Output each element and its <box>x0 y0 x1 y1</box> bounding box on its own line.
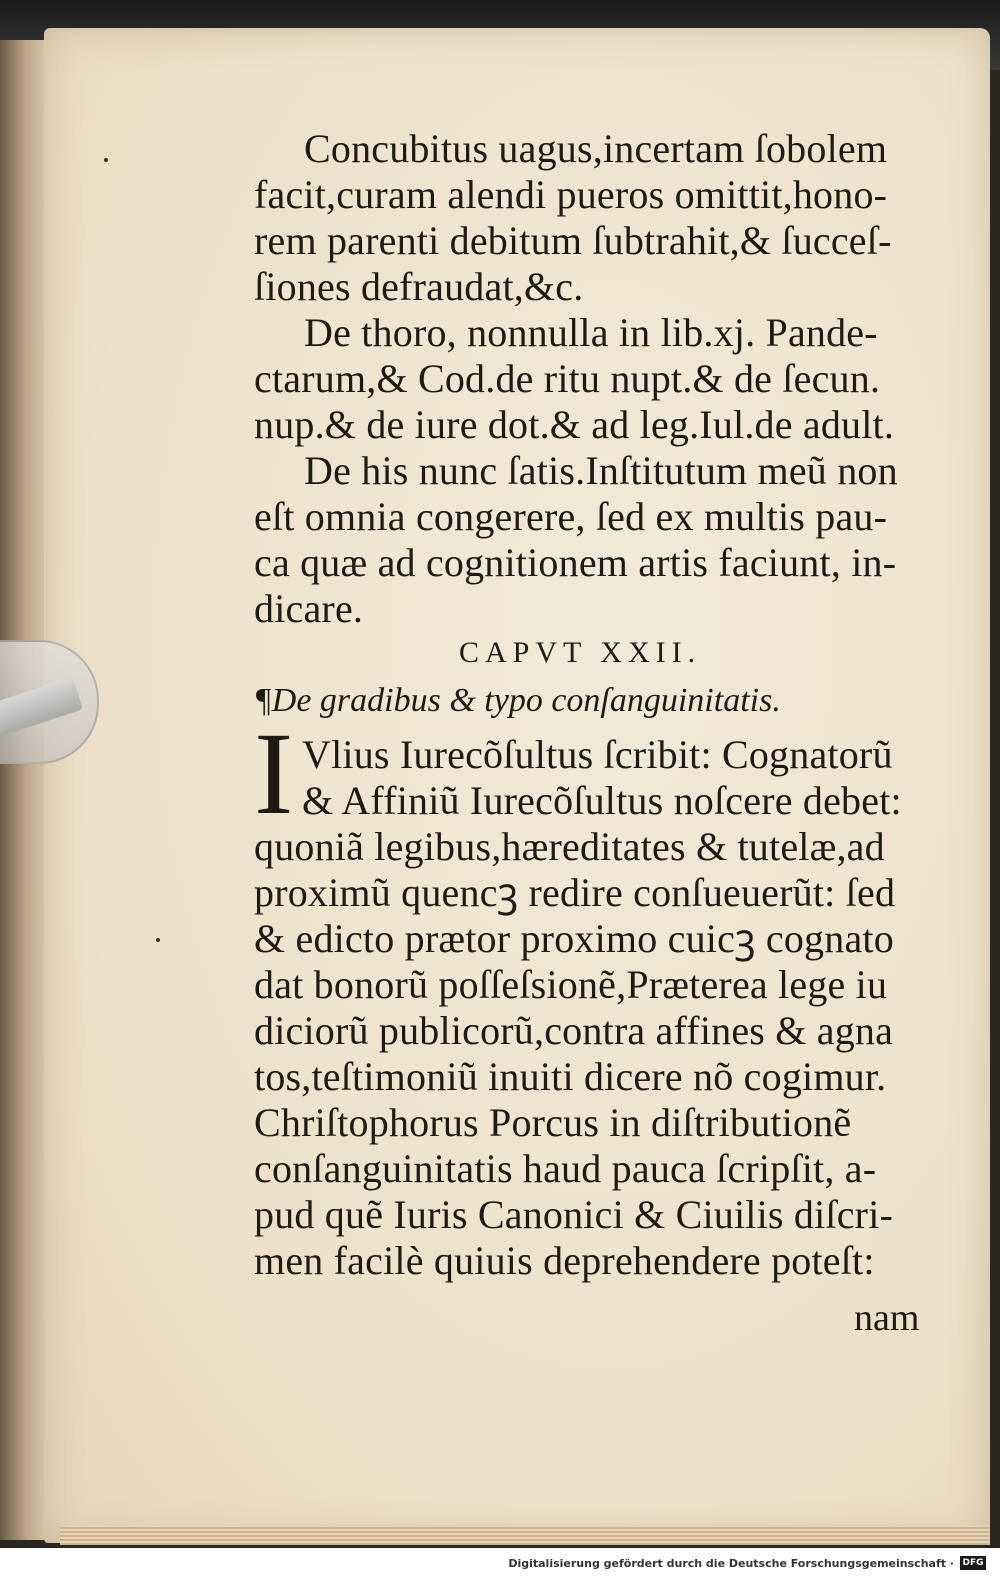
book-page <box>44 28 990 1543</box>
text-line: Vlius Iurecõſultus ſcribit: Cognatorũ <box>302 732 893 777</box>
text-line: tos,teſtimoniũ inuiti dicere nõ cogimur. <box>254 1054 887 1099</box>
chapter-heading: CAPVT XXII. <box>459 636 702 669</box>
text-line: Chriſtophorus Porcus in diſtributionẽ <box>254 1100 852 1145</box>
text-line: diciorũ publicorũ,contra affines & agna <box>254 1008 894 1053</box>
text-line: & Affiniũ Iurecõſultus noſcere debet: <box>302 778 902 823</box>
text-line: proximũ quencꝫ redire conſueuerũt: ſed <box>254 870 896 915</box>
text-line: ſiones defraudat,&c. <box>254 264 584 309</box>
text-line: Concubitus uagus,incertam ſobolem <box>304 126 888 171</box>
text-line: nup.& de iure dot.& ad leg.Iul.de adult. <box>254 402 895 447</box>
text-line: men facilè quiuis deprehendere poteſt: <box>254 1238 875 1283</box>
text-line: rem parenti debitum ſubtrahit,& ſucceſ- <box>254 218 892 263</box>
text-line: & edicto prætor proximo cuicꝫ cognato <box>254 916 894 961</box>
dfg-logo: DFG <box>960 1556 986 1570</box>
page-stack-bottom-edge <box>60 1525 990 1545</box>
text-line: pud quẽ Iuris Canonici & Ciuilis diſcri- <box>254 1192 894 1237</box>
text-line: ca quæ ad cognitionem artis faciunt, in- <box>254 540 897 585</box>
text-line: De his nunc ſatis.Inſtitutum meũ non <box>304 448 898 493</box>
catchword: nam <box>854 1297 920 1339</box>
text-line: eſt omnia congerere, ſed ex multis pau- <box>254 494 888 539</box>
margin-mark <box>156 938 160 942</box>
text-line: dat bonorũ poſſeſsionẽ,Præterea lege iu <box>254 962 888 1007</box>
text-line: conſanguinitatis haud pauca ſcripſit, a- <box>254 1146 877 1191</box>
text-line: dicare. <box>254 586 364 631</box>
chapter-subtitle: ¶De gradibus & typo conſanguinitatis. <box>254 682 781 719</box>
digitization-credit: Digitalisierung gefördert durch die Deutsche Forschungsgemeinschaft · <box>508 1557 954 1570</box>
text-line: ctarum,& Cod.de ritu nupt.& de ſecun. <box>254 356 881 401</box>
text-line: De thoro, nonnulla in lib.xj. Pande- <box>304 310 878 355</box>
margin-mark <box>104 158 108 162</box>
text-line: quoniã legibus,hæreditates & tutelæ,ad <box>254 824 885 869</box>
text-line: facit,curam alendi pueros omittit,hono- <box>254 172 888 217</box>
drop-cap: I <box>254 708 294 839</box>
